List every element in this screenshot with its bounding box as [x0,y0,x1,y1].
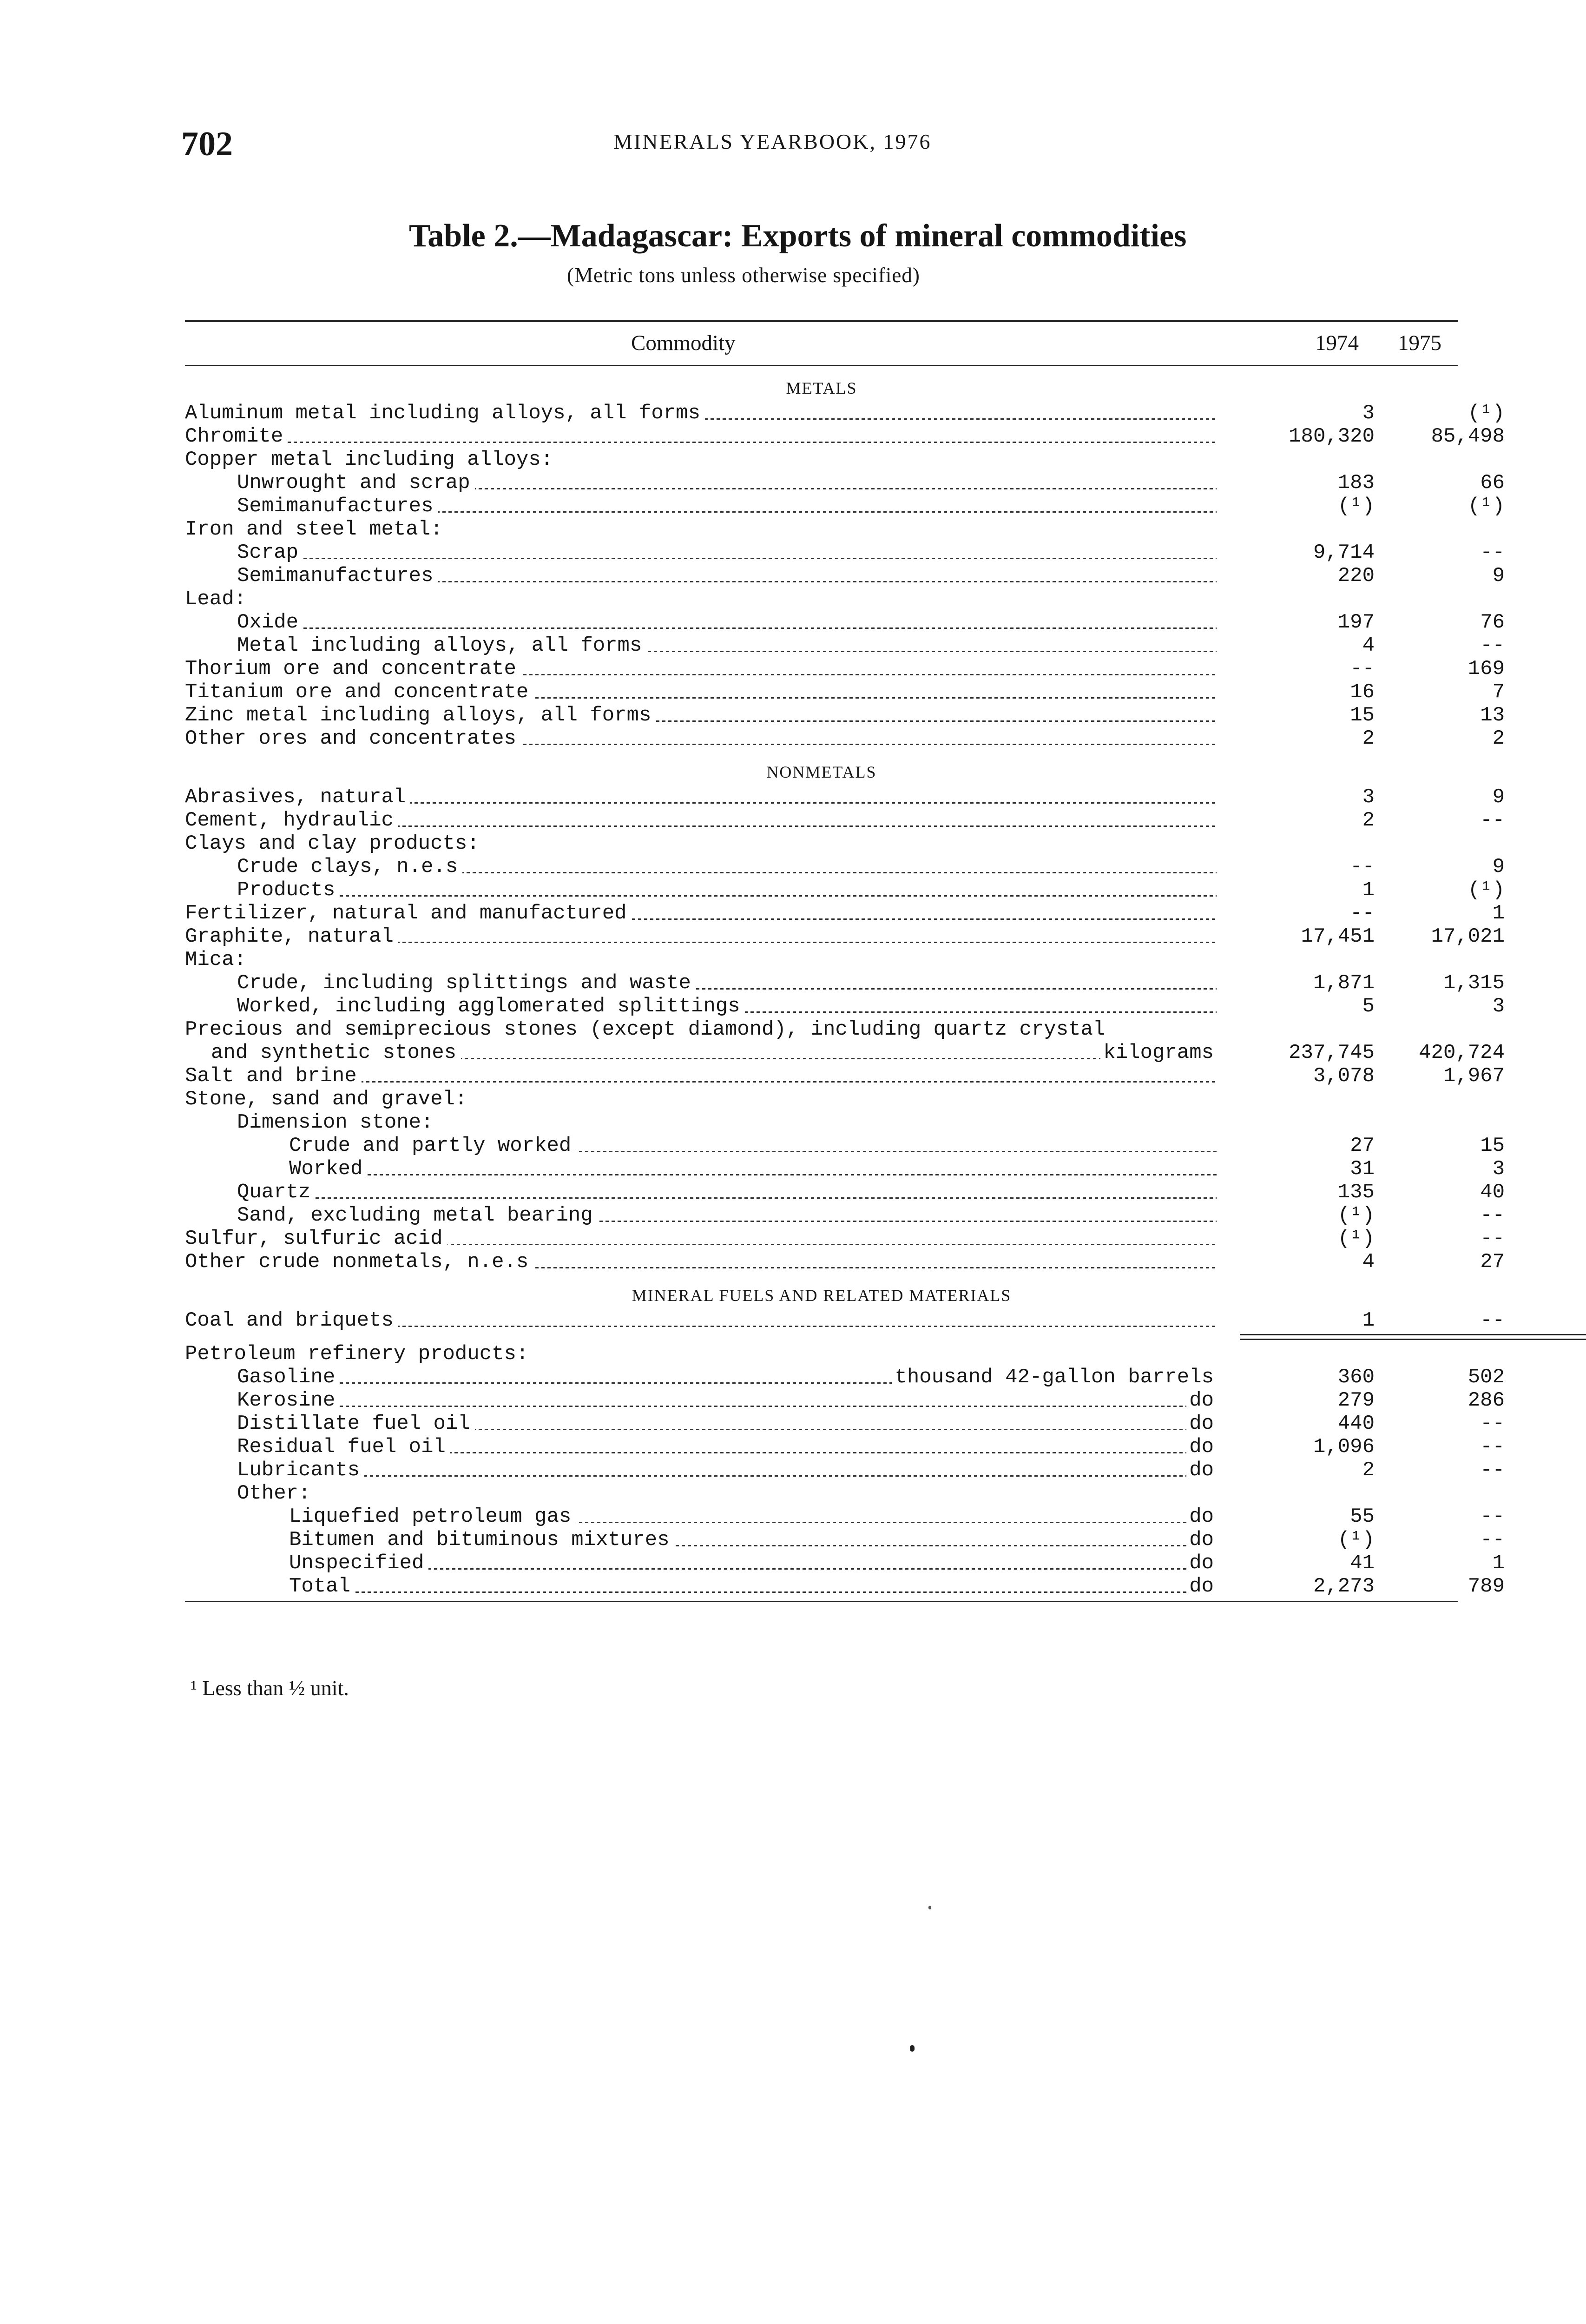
commodity-label: Cement, hydraulic [185,809,398,832]
unit-label: kilograms [1100,1041,1217,1064]
table-row [185,564,1505,588]
value-1974: 360 [1337,1366,1375,1389]
commodity-label: Zinc metal including alloys, all forms [185,704,656,727]
table-row [185,1412,1505,1435]
commodity-label: Sulfur, sulfuric acid [185,1227,448,1250]
table-group-row [185,1482,1458,1505]
table-row [185,1250,1505,1274]
commodity-label: Semimanufactures [237,495,438,518]
table-row [185,1181,1505,1204]
value-1975: -- [1480,1528,1505,1552]
value-1975: 1,315 [1443,971,1505,995]
commodity-label: Iron and steel metal: [185,518,448,541]
unit-label: do [1186,1435,1217,1459]
value-1974: 237,745 [1289,1041,1375,1064]
running-head: MINERALS YEARBOOK, 1976 [613,130,932,153]
header-1975: 1975 [1398,331,1441,355]
section-heading-label: MINERAL FUELS AND RELATED MATERIALS [632,1286,1012,1305]
value-1974: 4 [1362,634,1375,657]
table-row [185,925,1505,948]
value-1975: 9 [1492,786,1505,809]
value-1975: 286 [1468,1389,1505,1412]
value-1974: (¹) [1337,1204,1375,1227]
table-row [185,1041,1505,1064]
value-1974: 183 [1337,471,1375,495]
value-1975: 7 [1492,680,1505,704]
commodity-label: Residual fuel oil [237,1435,450,1459]
value-1974: 279 [1337,1389,1375,1412]
commodity-label: Precious and semiprecious stones (except diamond), including quartz crystal [185,1018,1110,1041]
table-row [185,809,1505,832]
commodity-label: Clays and clay products: [185,832,484,855]
value-1974: (¹) [1337,495,1375,518]
table-header-row [185,322,1458,365]
table-group-row [185,1342,1458,1366]
value-1974: (¹) [1337,1528,1375,1552]
table-row [185,471,1505,495]
table-row [185,971,1505,995]
value-1975: 2 [1492,727,1505,750]
table-row [185,1505,1505,1528]
commodity-label: and synthetic stones [211,1041,461,1064]
value-1975: 1 [1492,1552,1505,1575]
table-row [185,902,1505,925]
value-1975: 1,967 [1443,1064,1505,1088]
value-1975: -- [1480,1227,1505,1250]
value-1975: 85,498 [1431,425,1505,448]
table-group-row [185,1018,1458,1041]
value-1974: 2,273 [1313,1575,1375,1598]
table-title: Table 2.—Madagascar: Exports of mineral commodities [409,218,1187,254]
section-heading-label: METALS [786,379,857,397]
value-1975: -- [1480,1459,1505,1482]
commodity-label: Crude clays, n.e.s [237,855,462,878]
table-group-row [185,588,1458,611]
table-group-row [185,832,1458,855]
value-1974: 31 [1350,1157,1375,1181]
table-row [185,1134,1505,1157]
table-row [185,1157,1505,1181]
table-row [185,1459,1505,1482]
value-1975: -- [1480,634,1505,657]
value-1975: 15 [1480,1134,1505,1157]
table-body [185,366,1505,1598]
footnote: ¹ Less than ½ unit. [191,1676,349,1700]
unit-label: do [1186,1412,1217,1435]
table-row [185,425,1505,448]
table-row [185,680,1505,704]
value-1974: (¹) [1337,1227,1375,1250]
value-1974: 5 [1362,995,1375,1018]
commodity-label: Petroleum refinery products: [185,1342,533,1366]
table-row [185,1389,1505,1412]
commodity-label: Kerosine [237,1389,340,1412]
unit-label: do [1186,1505,1217,1528]
commodity-label: Abrasives, natural [185,786,410,809]
value-1975: 169 [1468,657,1505,680]
table-row [185,611,1505,634]
value-1975: -- [1480,541,1505,564]
commodity-label: Other ores and concentrates [185,727,521,750]
page-number: 702 [181,125,233,163]
commodity-label: Bitumen and bituminous mixtures [289,1528,674,1552]
table-row [185,1204,1505,1227]
value-1974: 27 [1350,1134,1375,1157]
table-row [185,1552,1505,1575]
value-1974: 55 [1350,1505,1375,1528]
value-1974: 2 [1362,809,1375,832]
table-row [185,1309,1505,1332]
bottom-rule [185,1601,1458,1602]
value-1975: -- [1480,809,1505,832]
commodity-label: Other crude nonmetals, n.e.s [185,1250,533,1274]
table-row [185,727,1505,750]
table-group-row [185,1111,1458,1134]
value-1975: 502 [1468,1366,1505,1389]
value-1975: (¹) [1468,402,1505,425]
commodity-label: Quartz [237,1181,315,1204]
value-1974: 3 [1362,786,1375,809]
value-1974: 135 [1337,1181,1375,1204]
value-1975: 789 [1468,1575,1505,1598]
value-1975: 9 [1492,564,1505,588]
commodity-label: Gasoline [237,1366,340,1389]
commodity-label: Other: [237,1482,315,1505]
value-1974: 16 [1350,680,1375,704]
value-1974: 180,320 [1289,425,1375,448]
value-1975: 9 [1492,855,1505,878]
value-1975: -- [1480,1204,1505,1227]
commodity-label: Aluminum metal including alloys, all forms [185,402,705,425]
value-1975: 13 [1480,704,1505,727]
header-1974: 1974 [1315,331,1359,355]
table-row [185,878,1505,902]
double-rule [185,1332,1458,1342]
commodity-label: Lubricants [237,1459,364,1482]
value-1975: 1 [1492,902,1505,925]
table-row [185,541,1505,564]
value-1974: 3,078 [1313,1064,1375,1088]
value-1974: 197 [1337,611,1375,634]
commodity-label: Products [237,878,340,902]
value-1974: 15 [1350,704,1375,727]
commodity-label: Graphite, natural [185,925,398,948]
value-1975: 76 [1480,611,1505,634]
commodity-label: Copper metal including alloys: [185,448,558,471]
value-1975: -- [1480,1412,1505,1435]
commodity-label: Unspecified [289,1552,428,1575]
value-1974: 4 [1362,1250,1375,1274]
value-1974: 1 [1362,1309,1375,1332]
commodity-label: Crude and partly worked [289,1134,576,1157]
value-1975: (¹) [1468,495,1505,518]
value-1974: 9,714 [1313,541,1375,564]
exports-table [185,320,1505,1602]
table-row [185,657,1505,680]
table-row [185,1528,1505,1552]
section-heading [185,366,1458,402]
commodity-label: Semimanufactures [237,564,438,588]
commodity-label: Mica: [185,948,251,971]
value-1975: 17,021 [1431,925,1505,948]
commodity-label: Chromite [185,425,288,448]
unit-label: do [1186,1459,1217,1482]
value-1975: 3 [1492,995,1505,1018]
value-1974: 17,451 [1301,925,1375,948]
table-row [185,704,1505,727]
commodity-label: Scrap [237,541,303,564]
value-1974: 1,871 [1313,971,1375,995]
commodity-label: Metal including alloys, all forms [237,634,646,657]
section-heading-label: NONMETALS [766,763,877,781]
value-1974: 3 [1362,402,1375,425]
value-1974: -- [1350,902,1375,925]
table-row [185,855,1505,878]
commodity-label: Dimension stone: [237,1111,438,1134]
value-1975: 40 [1480,1181,1505,1204]
table-row [185,995,1505,1018]
table-group-row [185,448,1458,471]
unit-label: do [1186,1389,1217,1412]
commodity-label: Liquefied petroleum gas [289,1505,576,1528]
value-1974: -- [1350,855,1375,878]
value-1974: 220 [1337,564,1375,588]
value-1974: 2 [1362,727,1375,750]
value-1974: -- [1350,657,1375,680]
commodity-label: Worked [289,1157,367,1181]
header-commodity: Commodity [631,331,736,355]
commodity-label: Crude, including splittings and waste [237,971,696,995]
commodity-label: Thorium ore and concentrate [185,657,521,680]
table-group-row [185,1088,1458,1111]
commodity-label: Titanium ore and concentrate [185,680,533,704]
commodity-label: Oxide [237,611,303,634]
table-subtitle: (Metric tons unless otherwise specified) [567,264,920,287]
table-row [185,402,1505,425]
commodity-label: Sand, excluding metal bearing [237,1204,598,1227]
value-1975: 3 [1492,1157,1505,1181]
value-1975: -- [1480,1435,1505,1459]
commodity-label: Lead: [185,588,251,611]
unit-label: do [1186,1528,1217,1552]
table-group-row [185,518,1458,541]
commodity-label: Distillate fuel oil [237,1412,475,1435]
table-row [185,1064,1505,1088]
table-row [185,1435,1505,1459]
table-row [185,786,1505,809]
value-1975: 66 [1480,471,1505,495]
value-1975: -- [1480,1505,1505,1528]
table-group-row [185,948,1458,971]
table-row [185,1575,1505,1598]
commodity-label: Total [289,1575,355,1598]
scan-speck [910,2045,915,2052]
table-row [185,634,1505,657]
commodity-label: Fertilizer, natural and manufactured [185,902,632,925]
unit-label: do [1186,1552,1217,1575]
table-row [185,1227,1505,1250]
unit-label: do [1186,1575,1217,1598]
value-1974: 1 [1362,878,1375,902]
value-1975: 27 [1480,1250,1505,1274]
unit-label: thousand 42-gallon barrels [892,1366,1217,1389]
commodity-label: Salt and brine [185,1064,362,1088]
value-1975: (¹) [1468,878,1505,902]
value-1974: 1,096 [1313,1435,1375,1459]
value-1975: -- [1480,1309,1505,1332]
commodity-label: Worked, including agglomerated splittings [237,995,745,1018]
commodity-label: Coal and briquets [185,1309,398,1332]
value-1975: 420,724 [1419,1041,1505,1064]
value-1974: 41 [1350,1552,1375,1575]
section-heading [185,750,1458,786]
table-row [185,1366,1505,1389]
value-1974: 2 [1362,1459,1375,1482]
scan-speck [928,1906,931,1909]
table-row [185,495,1505,518]
commodity-label: Unwrought and scrap [237,471,475,495]
section-heading [185,1274,1458,1309]
value-1974: 440 [1337,1412,1375,1435]
commodity-label: Stone, sand and gravel: [185,1088,472,1111]
